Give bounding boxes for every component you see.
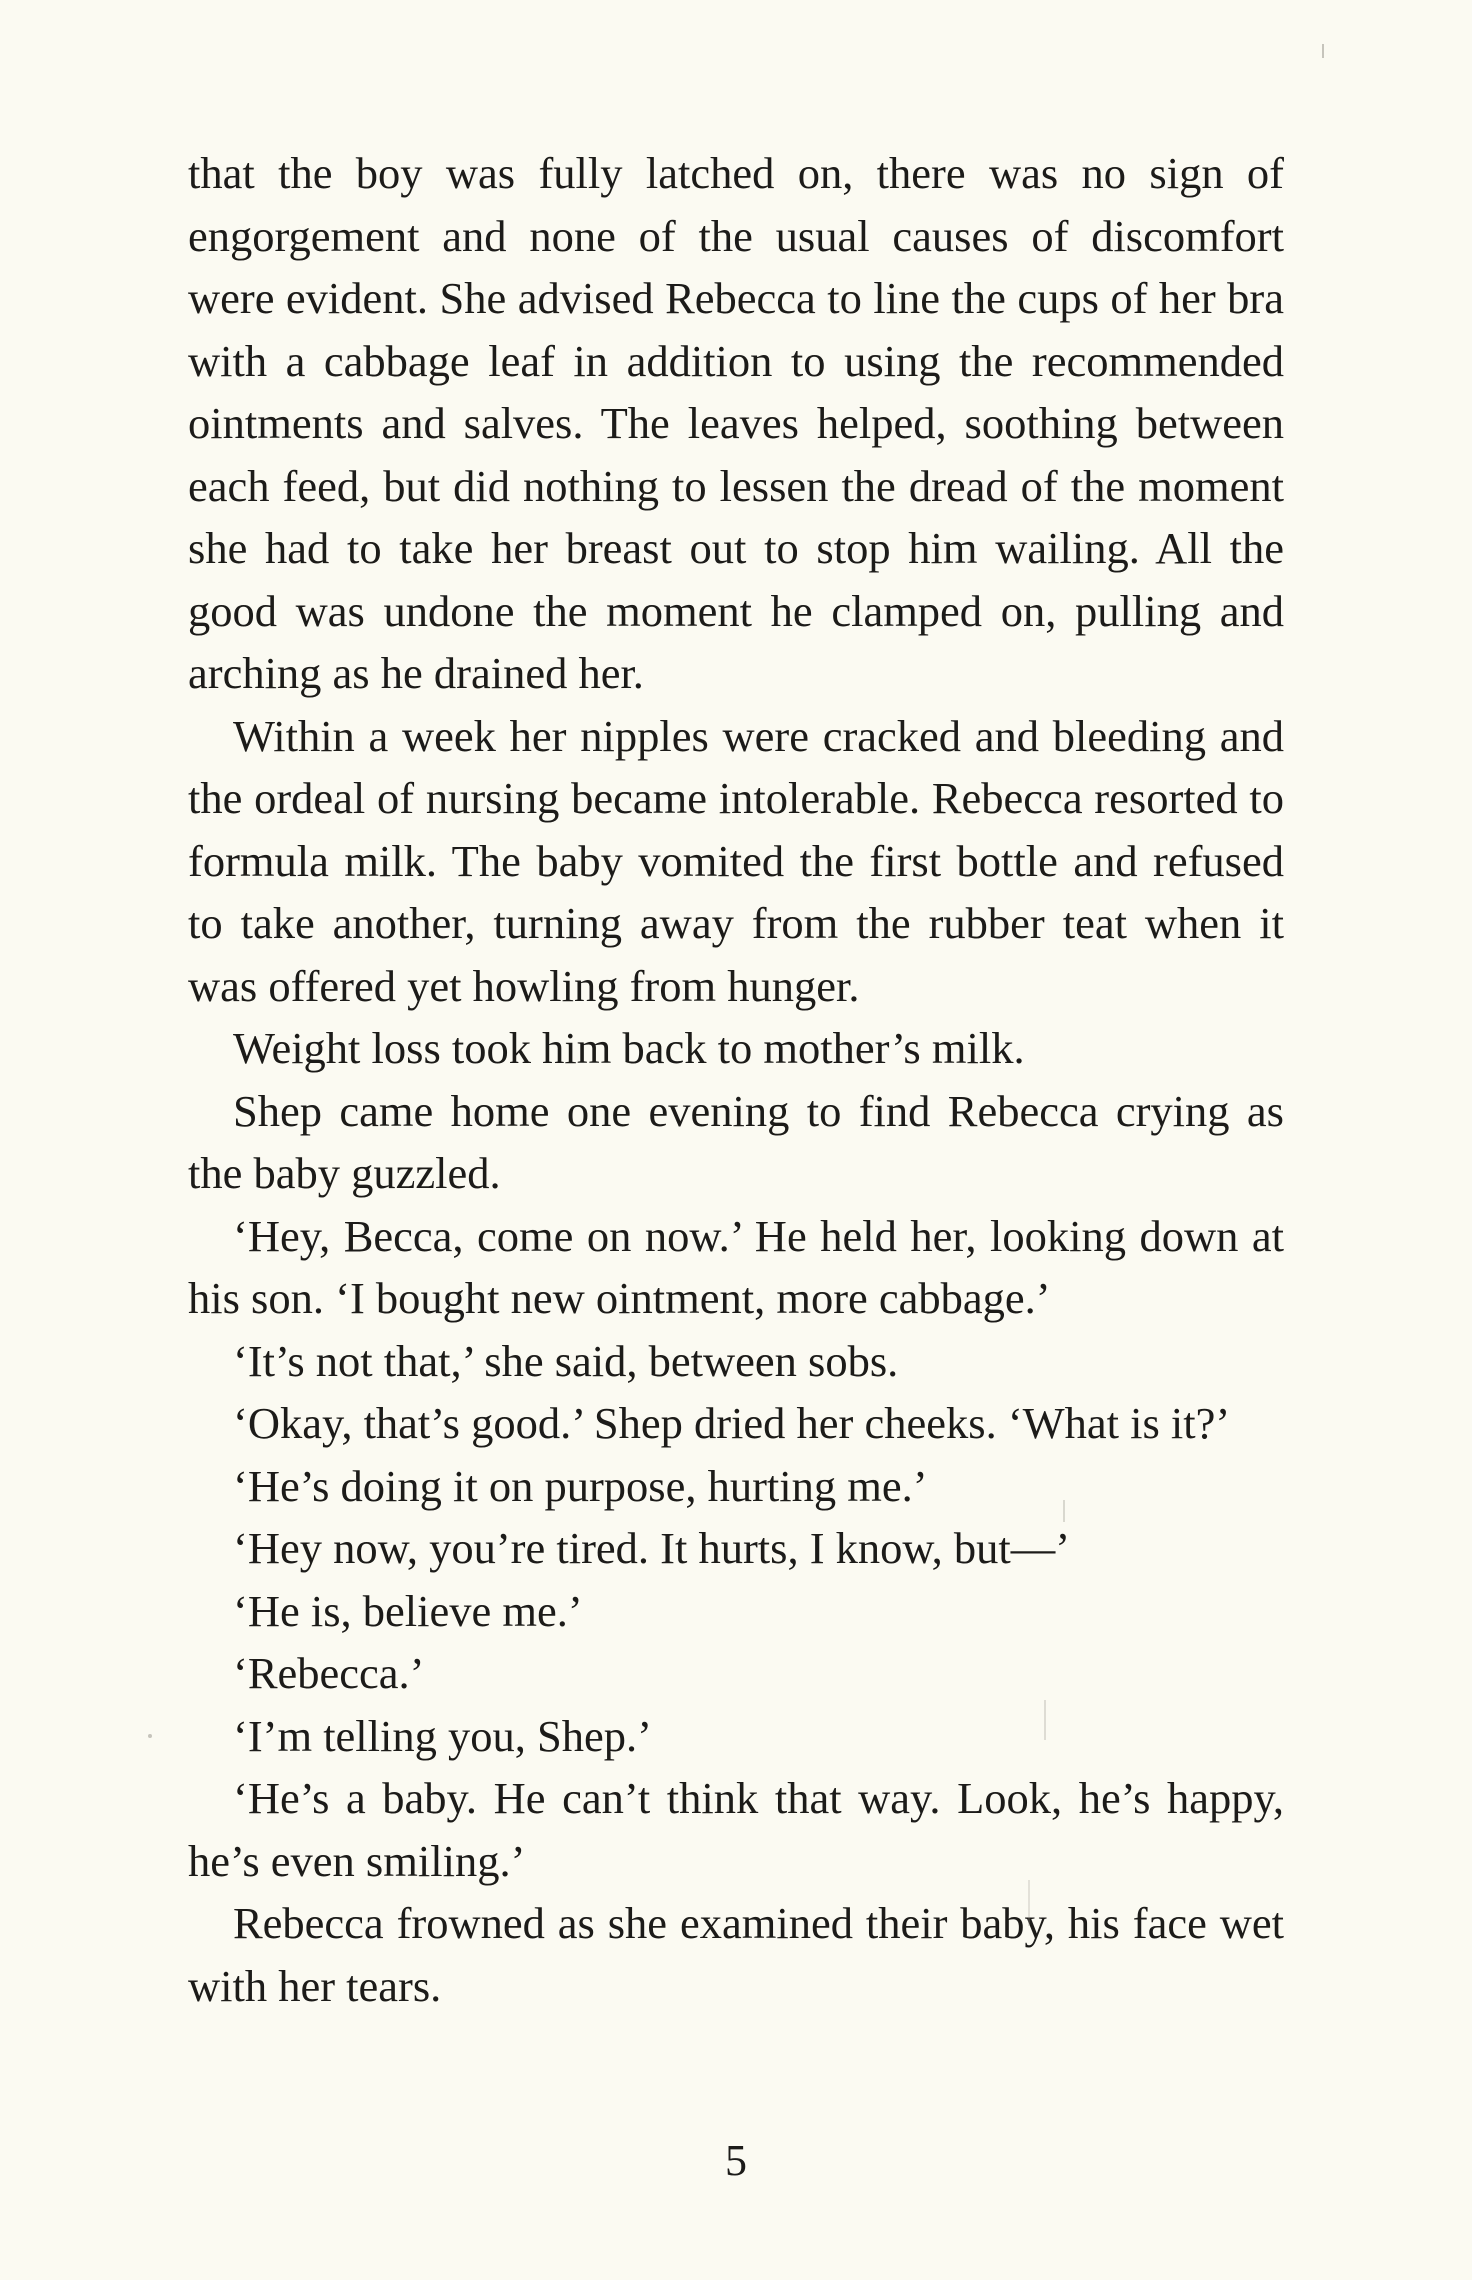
scan-mark	[1044, 1700, 1046, 1740]
scan-mark	[1063, 1500, 1065, 1522]
paragraph-6: ‘It’s not that,’ she said, between sobs.	[233, 1335, 899, 1386]
paragraph-8: ‘He’s doing it on purpose, hurting me.’	[233, 1460, 928, 1511]
page-number: 5	[725, 2136, 747, 2185]
paragraph-2: Within a week her nipples were cracked and bleeding and the ordeal of nursing became intolerable. Rebecca resorted to formula milk. The baby vomited the first bottle and refused to take another, turning away from the rubber teat when it was offered yet howling from hunger.	[188, 710, 1284, 1011]
scan-mark	[1028, 1880, 1030, 1926]
paragraph-12: ‘I’m telling you, Shep.’	[233, 1710, 652, 1761]
paragraph-5: ‘Hey, Becca, come on now.’ He held her, looking down at his son. ‘I bought new ointment, more cabbage.’	[188, 1210, 1284, 1323]
paragraph-1: that the boy was fully latched on, there was no sign of engorgement and none of the usual causes of discomfort were evident. She advised Rebecca to line the cups of her bra with a cabbage leaf in addition to using the recommended ointments and salves. The leaves helped, soothing between each feed, but did nothing to lessen the dread of the moment she had to take her breast out to stop him wailing. All the good was undone the moment he clamped on, pulling and arching as he drained her.	[188, 148, 1284, 698]
paragraph-4: Shep came home one evening to find Rebecca crying as the baby guzzled.	[188, 1085, 1284, 1198]
paragraph-11: ‘Rebecca.’	[233, 1648, 425, 1698]
scan-mark	[1322, 44, 1324, 58]
paragraph-7: ‘Okay, that’s good.’ Shep dried her cheeks. ‘What is it?’	[233, 1398, 1231, 1448]
paragraph-10: ‘He is, believe me.’	[233, 1585, 583, 1636]
paragraph-13: ‘He’s a baby. He can’t think that way. Look, he’s happy, he’s even smiling.’	[188, 1773, 1284, 1886]
paragraph-9: ‘Hey now, you’re tired. It hurts, I know, but—’	[233, 1523, 1071, 1573]
paragraph-3: Weight loss took him back to mother’s milk.	[233, 1023, 1025, 1073]
paragraph-14: Rebecca frowned as she examined their baby, his face wet with her tears.	[188, 1898, 1284, 2011]
scan-mark	[148, 1734, 152, 1738]
body-text	[188, 142, 1284, 2017]
